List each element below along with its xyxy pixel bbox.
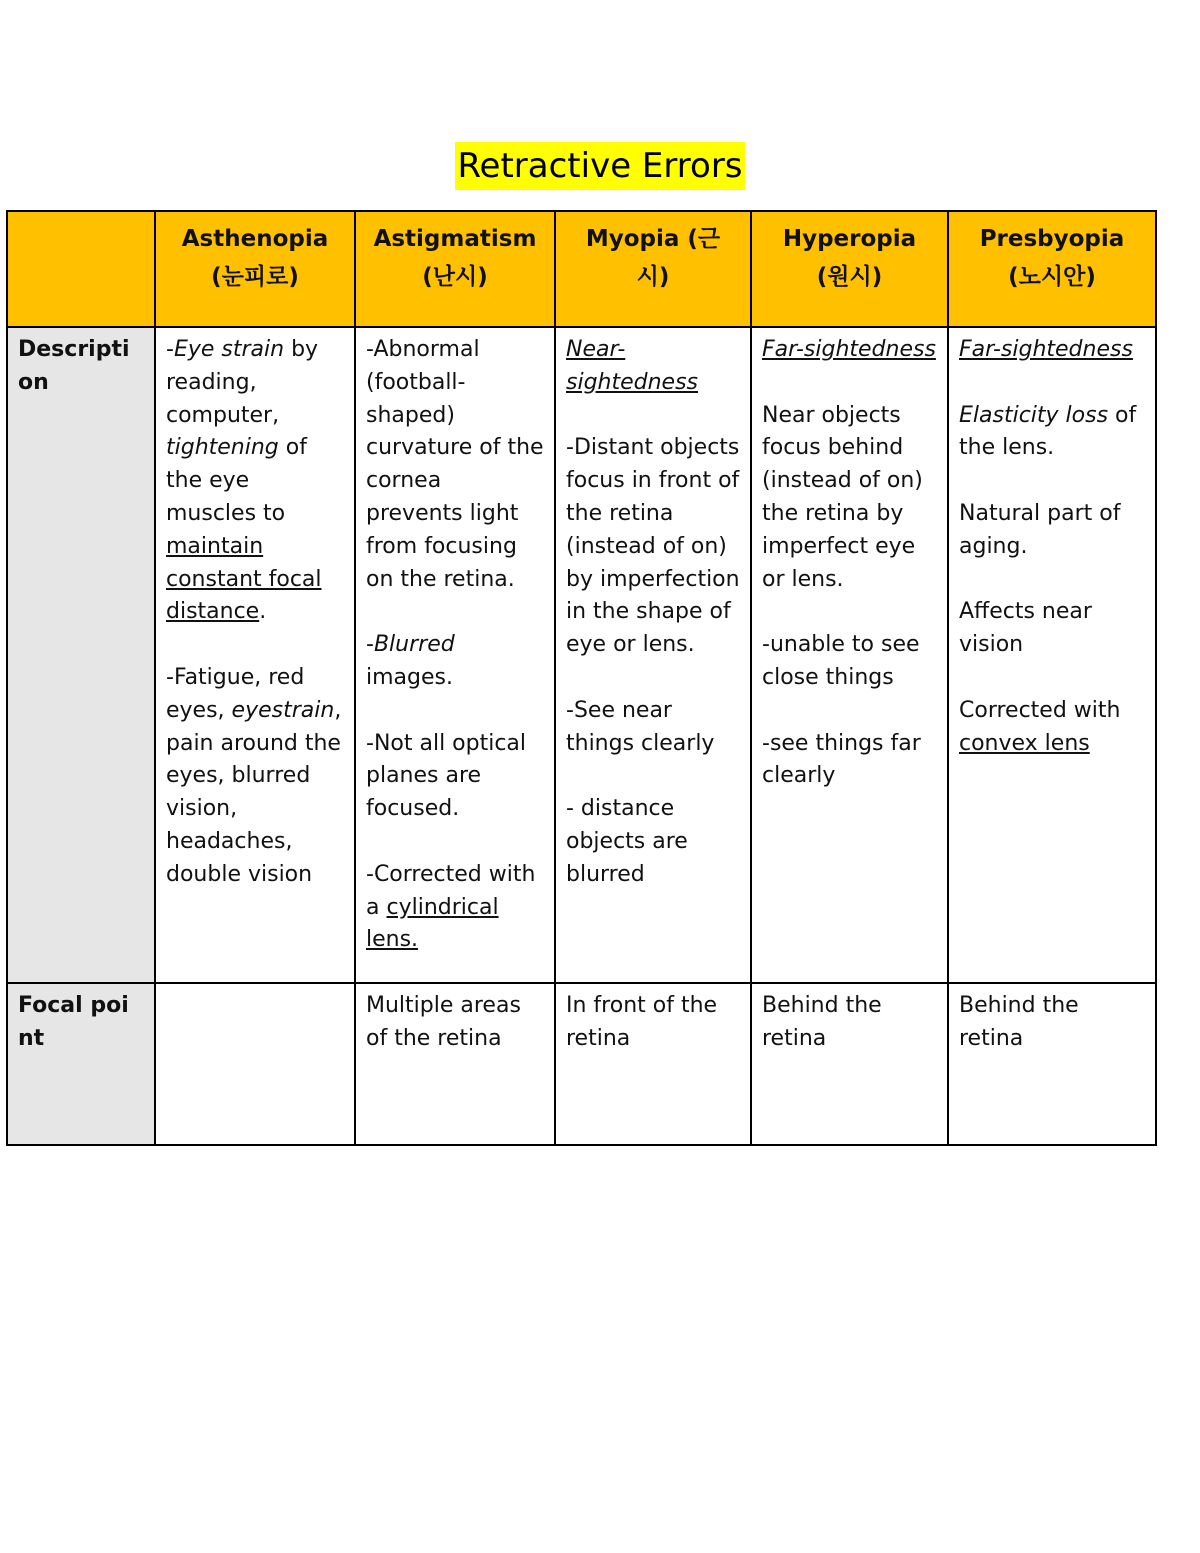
column-header-presbyopia: Presbyopia (노시안) [948, 211, 1156, 327]
cell-presbyopia-focal-point: Behind the retina [948, 983, 1156, 1145]
cell-astigmatism-description [355, 327, 555, 983]
column-header-hyperopia: Hyperopia (원시) [751, 211, 948, 327]
cell-myopia-description [555, 327, 751, 983]
paragraph: Corrected with convex lens [959, 697, 1121, 756]
cell-hyperopia-focal-point: Behind the retina [751, 983, 948, 1145]
paragraph: - distance objects are blurred [566, 796, 688, 887]
paragraph: -Not all optical planes are focused. [366, 730, 527, 822]
paragraph: -Abnormal (football-shaped) curvature of the cornea prevents light from focusing on the retina. [366, 337, 544, 592]
header-row [7, 211, 1156, 327]
cell-astigmatism-focal-point: Multiple areas of the retina [355, 983, 555, 1145]
paragraph: Far-sightedness [959, 337, 1133, 362]
paragraph: -Corrected with a cylindrical lens. [366, 861, 536, 953]
paragraph: Elasticity loss of the lens. [959, 402, 1137, 461]
cell-asthenopia-description [155, 327, 355, 983]
description-row [7, 327, 1156, 983]
column-header-astigmatism: Astigmatism (난시) [355, 211, 555, 327]
cell-hyperopia-description [751, 327, 948, 983]
focal-point-row [7, 983, 1156, 1145]
row-header-description: Description [7, 327, 155, 983]
refractive-errors-table [6, 210, 1157, 1146]
paragraph: -Fatigue, red eyes, eyestrain, pain around the eyes, blurred vision, headaches, double vision [166, 664, 342, 887]
cell-myopia-focal-point: In front of the retina [555, 983, 751, 1145]
paragraph: Far-sightedness [762, 337, 936, 362]
paragraph: -see things far clearly [762, 730, 921, 789]
title-wrap [0, 142, 1200, 190]
row-header-focal-point: Focal point [7, 983, 155, 1145]
paragraph: -Eye strain by reading, computer, tightening of the eye muscles to maintain constant focal distance. [166, 337, 322, 625]
cell-presbyopia-description [948, 327, 1156, 983]
paragraph: Natural part of aging. [959, 500, 1121, 559]
paragraph: -Blurred images. [366, 632, 455, 690]
paragraph: -See near things clearly [566, 697, 715, 756]
corner-cell [7, 211, 155, 327]
column-header-myopia: Myopia (근 시) [555, 211, 751, 327]
column-header-asthenopia: Asthenopia (눈피로) [155, 211, 355, 327]
page-title: Retractive Errors [455, 142, 744, 190]
paragraph: -unable to see close things [762, 632, 920, 690]
paragraph: Near objects focus behind (instead of on) the retina by imperfect eye or lens. [762, 402, 923, 592]
paragraph: Near-sightedness [566, 337, 699, 395]
paragraph: -Distant objects focus in front of the retina (instead of on) by imperfection in the shape of eye or lens. [566, 435, 740, 658]
cell-asthenopia-focal-point [155, 983, 355, 1145]
paragraph: Affects near vision [959, 599, 1092, 658]
